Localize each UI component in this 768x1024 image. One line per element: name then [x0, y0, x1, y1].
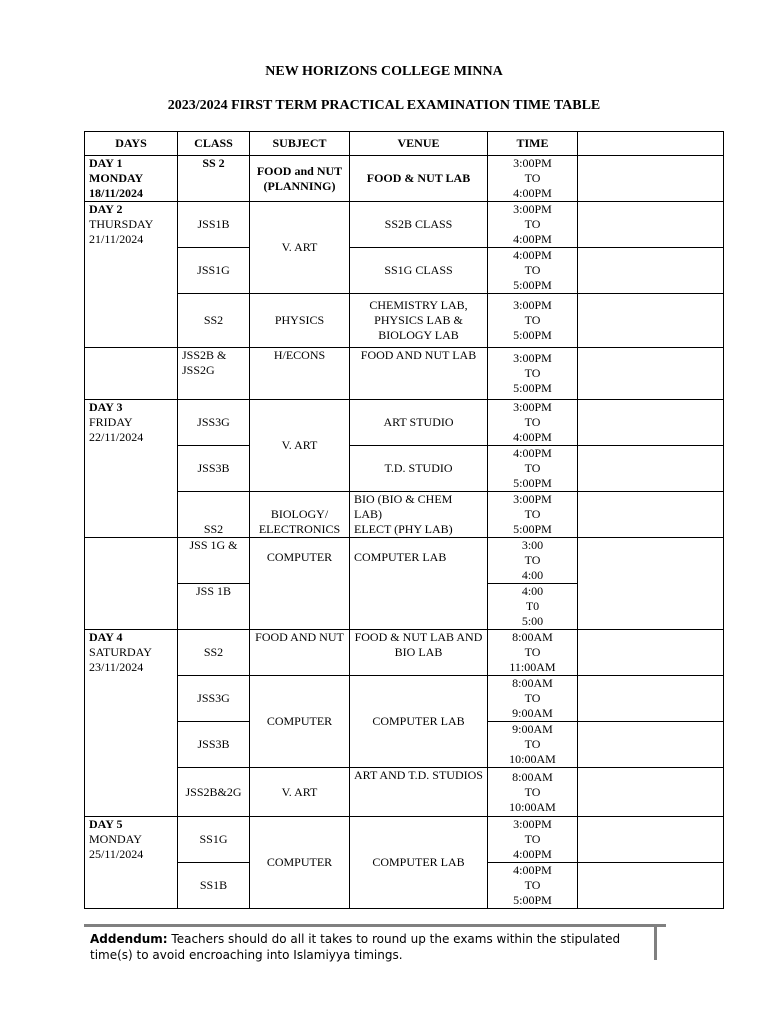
class-cell: JSS3B [178, 446, 250, 492]
subject-cell: FOOD and NUT (PLANNING) [250, 156, 350, 202]
day-cell: DAY 5 MONDAY 25/11/2024 [85, 817, 178, 909]
extra-cell [578, 202, 724, 248]
table-row [85, 817, 724, 863]
extra-cell [578, 248, 724, 294]
day-cell [85, 538, 178, 630]
venue-cell: COMPUTER LAB [350, 538, 488, 630]
header-row [85, 132, 724, 156]
extra-cell [578, 630, 724, 676]
time-cell: 3:00PM TO 5:00PM [488, 492, 578, 538]
venue-cell: COMPUTER LAB [350, 817, 488, 909]
extra-cell [578, 817, 724, 863]
subject-cell: H/ECONS [250, 348, 350, 400]
day-cell: DAY 2 THURSDAY 21/11/2024 [85, 202, 178, 348]
extra-cell [578, 676, 724, 722]
school-name: NEW HORIZONS COLLEGE MINNA [265, 64, 503, 79]
addendum-label: Addendum: [90, 932, 168, 946]
addendum-text: Teachers should do all it takes to round up the exams within the stipulated time(s) to avoid encroaching into Islamiyya timings. [90, 932, 621, 962]
subject-cell: COMPUTER [250, 817, 350, 909]
class-cell: JSS2B&2G [178, 768, 250, 817]
subject-cell: FOOD AND NUT [250, 630, 350, 676]
extra-cell [578, 156, 724, 202]
table-row [85, 768, 724, 817]
class-cell: JSS3G [178, 676, 250, 722]
time-cell: 9:00AM TO 10:00AM [488, 722, 578, 768]
class-cell: SS2 [178, 492, 250, 538]
extra-cell [578, 294, 724, 348]
table-row [85, 538, 724, 584]
extra-cell [578, 722, 724, 768]
subject-cell: V. ART [250, 768, 350, 817]
addendum-bar [654, 924, 657, 960]
time-cell: 4:00PM TO 5:00PM [488, 863, 578, 909]
venue-cell: COMPUTER LAB [350, 676, 488, 768]
timetable-title: 2023/2024 FIRST TERM PRACTICAL EXAMINATION TIME TABLE [167, 98, 601, 113]
time-cell: 3:00PM TO 5:00PM [488, 294, 578, 348]
class-cell: JSS1B [178, 202, 250, 248]
time-cell: 4:00PM TO 5:00PM [488, 446, 578, 492]
subject-cell: V. ART [250, 400, 350, 492]
table-row [85, 294, 724, 348]
subject-cell: BIOLOGY/ ELECTRONICS [250, 492, 350, 538]
time-cell: 4:00 T0 5:00 [488, 584, 578, 630]
venue-cell: SS1G CLASS [350, 248, 488, 294]
class-cell: JSS 1G & [178, 538, 250, 584]
class-cell: SS1B [178, 863, 250, 909]
time-cell: 3:00PM TO 4:00PM [488, 400, 578, 446]
subject-cell: V. ART [250, 202, 350, 294]
time-cell: 8:00AM TO 10:00AM [488, 768, 578, 817]
extra-cell [578, 492, 724, 538]
venue-cell: FOOD AND NUT LAB [350, 348, 488, 400]
addendum-note [84, 924, 666, 967]
day-cell: DAY 4 SATURDAY 23/11/2024 [85, 630, 178, 817]
time-cell: 3:00PM TO 4:00PM [488, 202, 578, 248]
table-row [85, 676, 724, 722]
table-row [85, 492, 724, 538]
venue-cell: ART STUDIO [350, 400, 488, 446]
col-extra [578, 132, 724, 156]
col-days: DAYS [85, 132, 178, 156]
class-cell: SS 2 [178, 156, 250, 202]
time-cell: 3:00 TO 4:00 [488, 538, 578, 584]
extra-cell [578, 863, 724, 909]
time-cell: 3:00PM TO 4:00PM [488, 156, 578, 202]
table-row [85, 348, 724, 400]
col-venue: VENUE [350, 132, 488, 156]
venue-cell: T.D. STUDIO [350, 446, 488, 492]
class-cell: JSS3B [178, 722, 250, 768]
table-row [85, 248, 724, 294]
time-cell: 8:00AM TO 11:00AM [488, 630, 578, 676]
col-time: TIME [488, 132, 578, 156]
extra-cell [578, 538, 724, 630]
table-row [85, 156, 724, 202]
subject-cell: COMPUTER [250, 538, 350, 630]
subject-cell: PHYSICS [250, 294, 350, 348]
class-cell: SS2 [178, 294, 250, 348]
venue-cell: CHEMISTRY LAB, PHYSICS LAB & BIOLOGY LAB [350, 294, 488, 348]
extra-cell [578, 400, 724, 446]
venue-cell: FOOD & NUT LAB AND BIO LAB [350, 630, 488, 676]
timetable [84, 131, 724, 909]
table-row [85, 446, 724, 492]
subject-cell: COMPUTER [250, 676, 350, 768]
class-cell: JSS2B & JSS2G [178, 348, 250, 400]
venue-cell: ART AND T.D. STUDIOS [350, 768, 488, 817]
class-cell: JSS 1B [178, 584, 250, 630]
day-cell: DAY 1 MONDAY 18/11/2024 [85, 156, 178, 202]
time-cell: 3:00PM TO 4:00PM [488, 817, 578, 863]
venue-cell: FOOD & NUT LAB [350, 156, 488, 202]
table-row [85, 630, 724, 676]
extra-cell [578, 768, 724, 817]
venue-cell: BIO (BIO & CHEM LAB) ELECT (PHY LAB) [350, 492, 488, 538]
venue-cell: SS2B CLASS [350, 202, 488, 248]
col-subject: SUBJECT [250, 132, 350, 156]
day-cell [85, 348, 178, 400]
class-cell: JSS1G [178, 248, 250, 294]
extra-cell [578, 348, 724, 400]
class-cell: JSS3G [178, 400, 250, 446]
day-cell: DAY 3 FRIDAY 22/11/2024 [85, 400, 178, 538]
table-row [85, 202, 724, 248]
time-cell: 8:00AM TO 9:00AM [488, 676, 578, 722]
time-cell: 4:00PM TO 5:00PM [488, 248, 578, 294]
table-row [85, 400, 724, 446]
class-cell: SS1G [178, 817, 250, 863]
time-cell: 3:00PM TO 5:00PM [488, 348, 578, 400]
col-class: CLASS [178, 132, 250, 156]
class-cell: SS2 [178, 630, 250, 676]
extra-cell [578, 446, 724, 492]
